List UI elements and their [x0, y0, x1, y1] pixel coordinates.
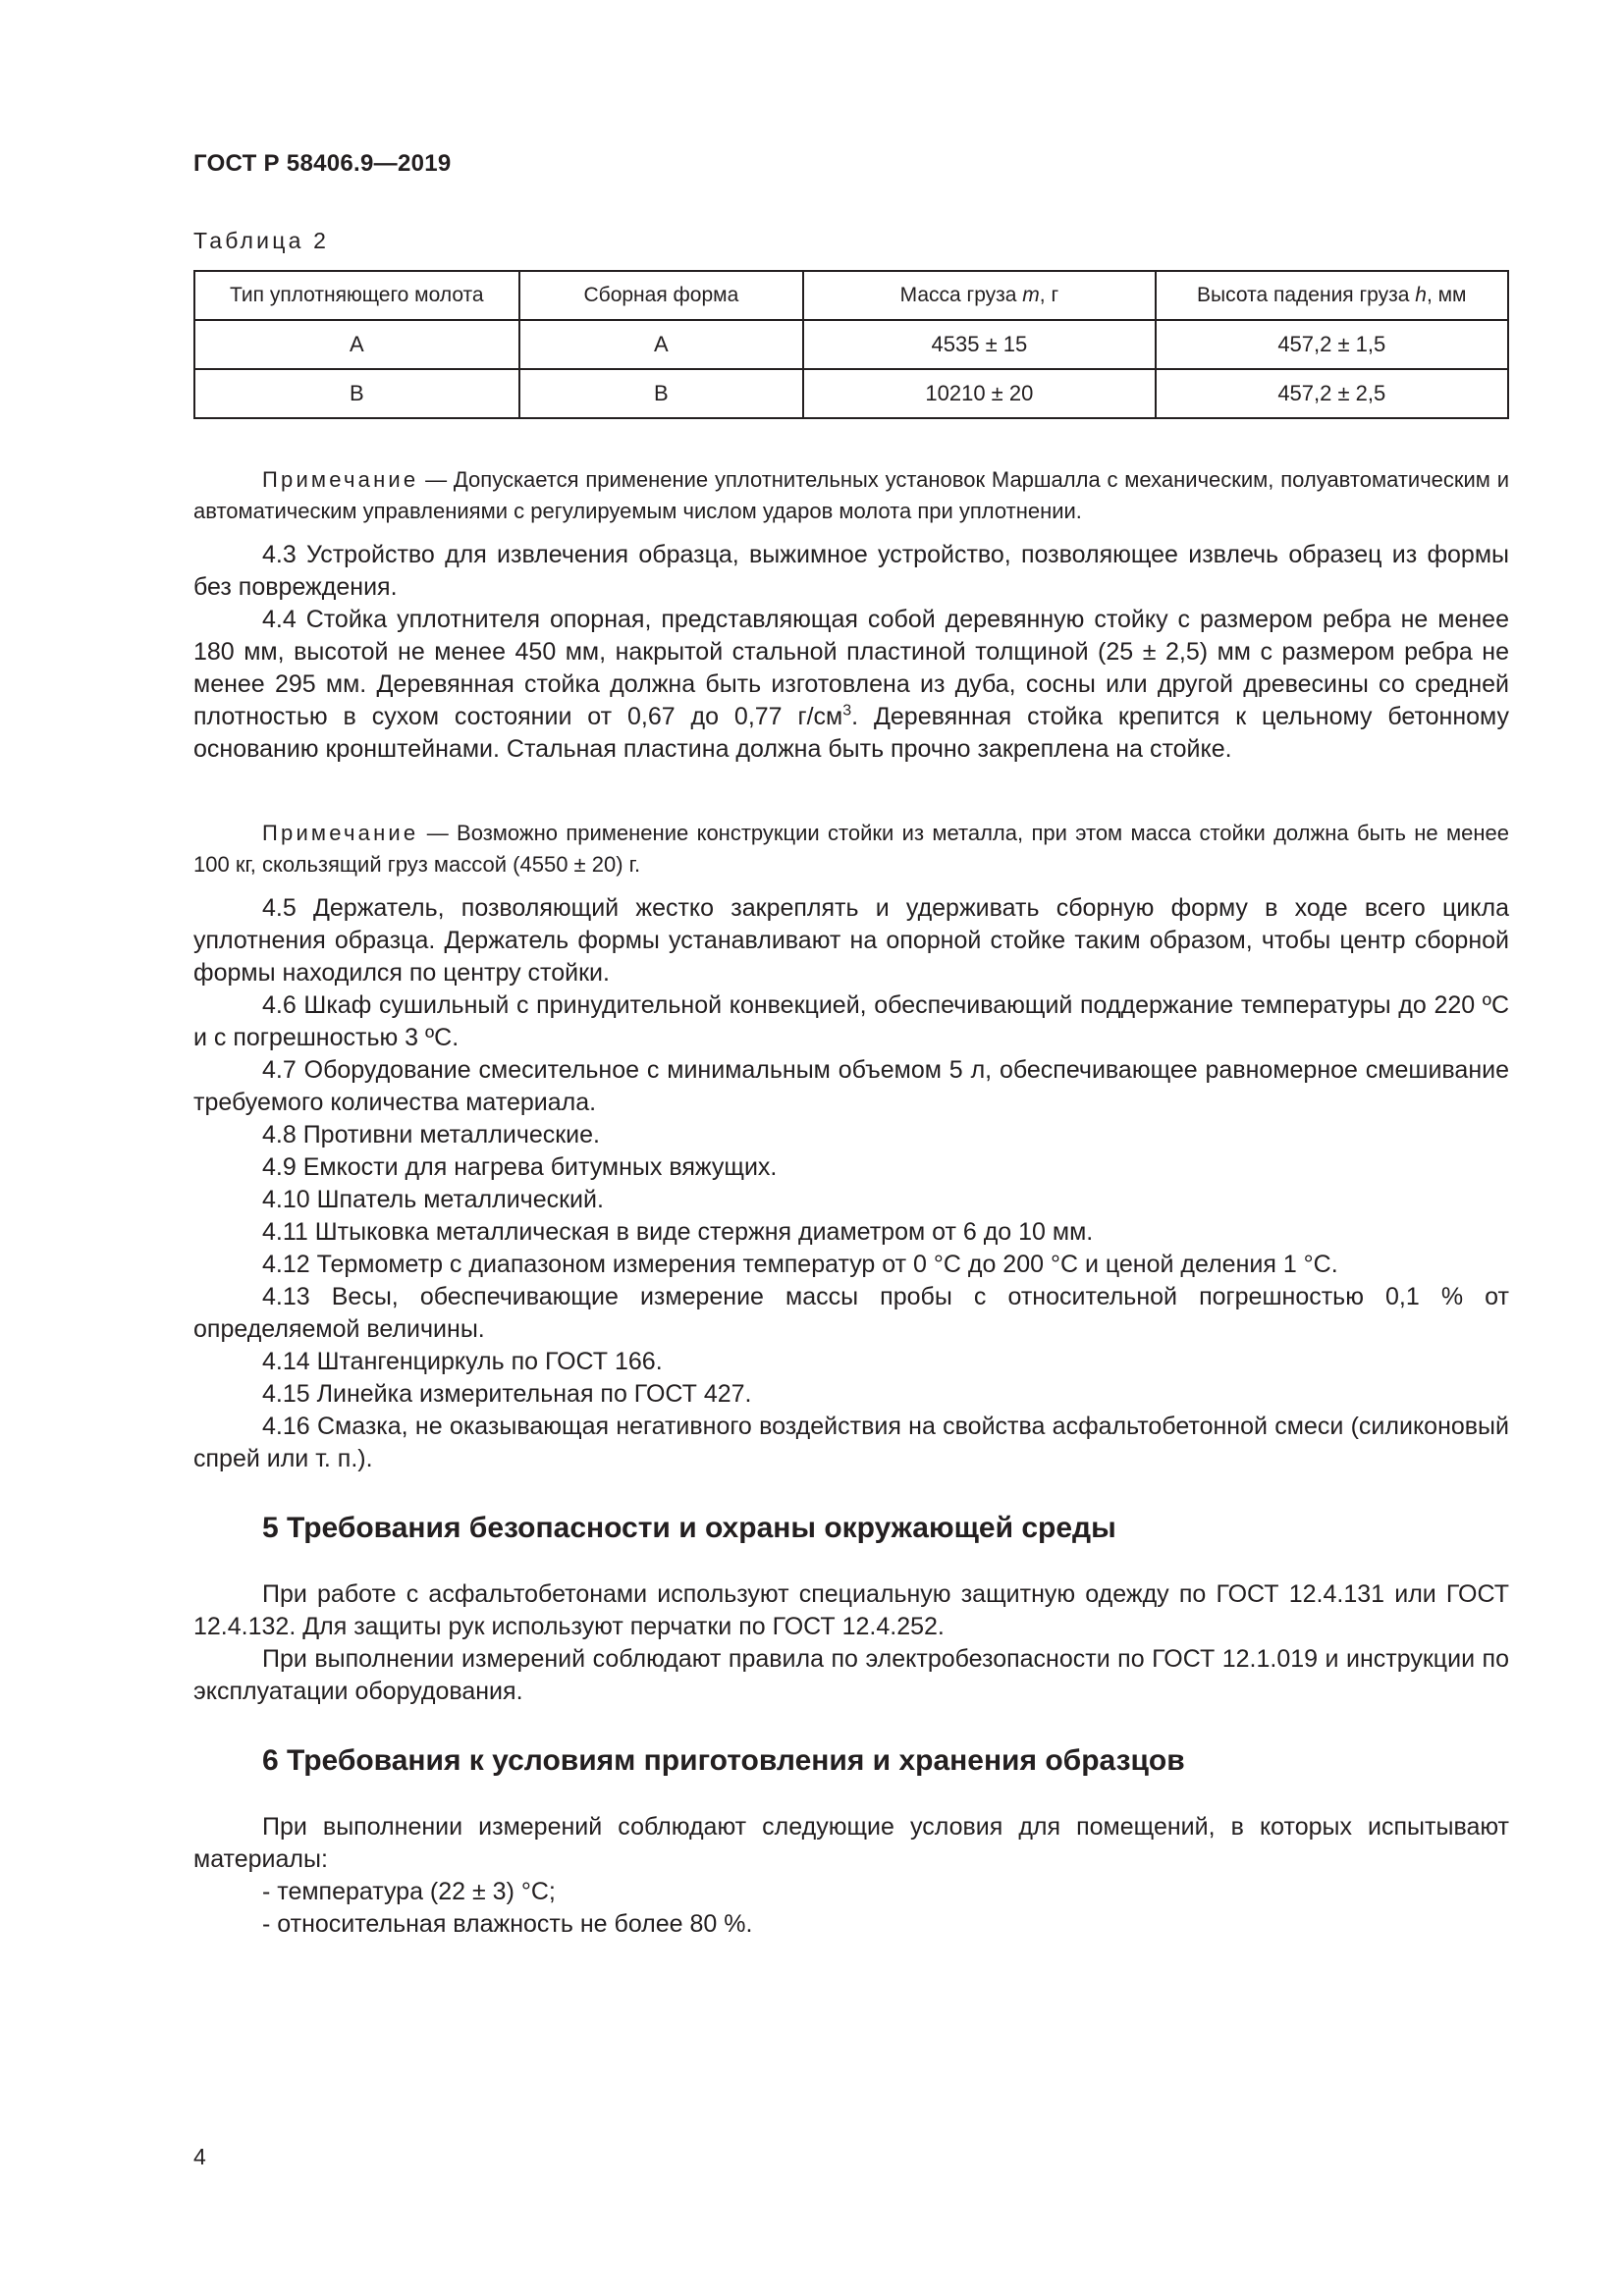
item-4-12: 4.12 Термометр с диапазоном измерения температур от 0 °С до 200 °С и ценой деления 1 °С.	[262, 1251, 1338, 1278]
document-header: ГОСТ Р 58406.9—2019	[193, 150, 452, 177]
table-header-mold: Сборная форма	[519, 271, 804, 320]
item-4-14: 4.14 Штангенциркуль по ГОСТ 166.	[262, 1348, 663, 1375]
item-4-10: 4.10 Шпатель металлический.	[262, 1186, 604, 1213]
item-4-7: 4.7 Оборудование смесительное с минимальным объемом 5 л, обеспечивающее равномерное смешивание требуемого количества материала.	[193, 1056, 1509, 1116]
page-number: 4	[193, 2144, 206, 2169]
hammer-spec-table	[193, 270, 1509, 419]
list-item: - относительная влажность не более 80 %.	[262, 1910, 753, 1938]
table-row	[194, 369, 1508, 418]
item-4-15: 4.15 Линейка измерительная по ГОСТ 427.	[262, 1380, 752, 1408]
note-label: Примечание	[262, 821, 419, 845]
item-4-4: 4.4 Стойка уплотнителя опорная, представляющая собой деревянную стойку с размером ребра не менее 180 мм, высотой не менее 450 мм, накрытой стальной пластиной толщиной (25 ± 2,5) мм с размером ребра не менее 295 мм. Деревянная стойка должна быть изготовлена из дуба, сосны или другой древесины со средней плотностью в сухом состоянии от 0,67 до 0,77 $г/см^3$. Деревянная стойка крепится к цельному бетонному основанию кронштейнами. Стальная пластина должна быть прочно закреплена на стойке.	[193, 606, 1510, 763]
item-4-11: 4.11 Штыковка металлическая в виде стержня диаметром от 6 до 10 мм.	[262, 1218, 1094, 1246]
section-5-paragraph-1: При работе с асфальтобетонами используют специальную защитную одежду по ГОСТ 12.4.131 или ГОСТ 12.4.132. Для защиты рук используют перчатки по ГОСТ 12.4.252.	[193, 1580, 1509, 1640]
item-4-6: 4.6 Шкаф сушильный с принудительной конвекцией, обеспечивающий поддержание температуры до 220 ºС и с погрешностью 3 ºС.	[193, 991, 1509, 1051]
table-cell: 10210 ± 20	[803, 369, 1155, 418]
table-cell: А	[194, 320, 519, 369]
section-5-title: 5 Требования безопасности и охраны окружающей среды	[262, 1512, 1116, 1544]
table-header-weight-mass: Масса груза m, г	[803, 271, 1155, 320]
table-cell: 457,2 ± 1,5	[1156, 320, 1508, 369]
section-6-title: 6 Требования к условиям приготовления и хранения образцов	[262, 1744, 1185, 1777]
note-text: — Допускается применение уплотнительных установок Маршалла с механическим, полуавтоматическим и автоматическим управлениями с регулируемым числом ударов молота при уплотнении.	[193, 467, 1509, 523]
table-header-hammer-type: Тип уплотняющего молота	[194, 271, 519, 320]
item-4-3: 4.3 Устройство для извлечения образца, выжимное устройство, позволяющее извлечь образец из формы без повреждения.	[193, 541, 1509, 601]
item-4-9: 4.9 Емкости для нагрева битумных вяжущих.	[262, 1153, 778, 1181]
item-4-5: 4.5 Держатель, позволяющий жестко закреплять и удерживать сборную форму в ходе всего цикла уплотнения образца. Держатель формы устанавливают на опорной стойке таким образом, чтобы центр сборной формы находился по центру стойки.	[193, 894, 1509, 987]
item-4-16: 4.16 Смазка, не оказывающая негативного воздействия на свойства асфальтобетонной смеси (силиконовый спрей или т. п.).	[193, 1413, 1509, 1472]
list-item: - температура (22 ± 3) °С;	[262, 1878, 556, 1905]
item-4-13: 4.13 Весы, обеспечивающие измерение массы пробы с относительной погрешностью 0,1 % от определяемой величины.	[193, 1283, 1509, 1343]
note-text: — Возможно применение конструкции стойки из металла, при этом масса стойки должна быть не менее 100 кг, скользящий груз массой (4550 ± 20) г.	[193, 821, 1509, 877]
table-caption: Таблица 2	[193, 228, 330, 253]
note-metal-stand	[193, 818, 1509, 881]
table-row	[194, 320, 1508, 369]
table-cell: В	[519, 369, 804, 418]
section-5-paragraph-2: При выполнении измерений соблюдают правила по электробезопасности по ГОСТ 12.1.019 и инструкции по эксплуатации оборудования.	[193, 1645, 1509, 1705]
table-cell: 457,2 ± 2,5	[1156, 369, 1508, 418]
table-header-drop-height: Высота падения груза h, мм	[1156, 271, 1508, 320]
item-4-8: 4.8 Противни металлические.	[262, 1121, 600, 1148]
table-cell: В	[194, 369, 519, 418]
table-cell: 4535 ± 15	[803, 320, 1155, 369]
note-label: Примечание	[262, 467, 419, 492]
section-6-paragraph-1: При выполнении измерений соблюдают следующие условия для помещений, в которых испытывают материалы:	[193, 1813, 1509, 1873]
note-marshall	[193, 464, 1509, 527]
table-header-row	[194, 271, 1508, 320]
table-cell: А	[519, 320, 804, 369]
